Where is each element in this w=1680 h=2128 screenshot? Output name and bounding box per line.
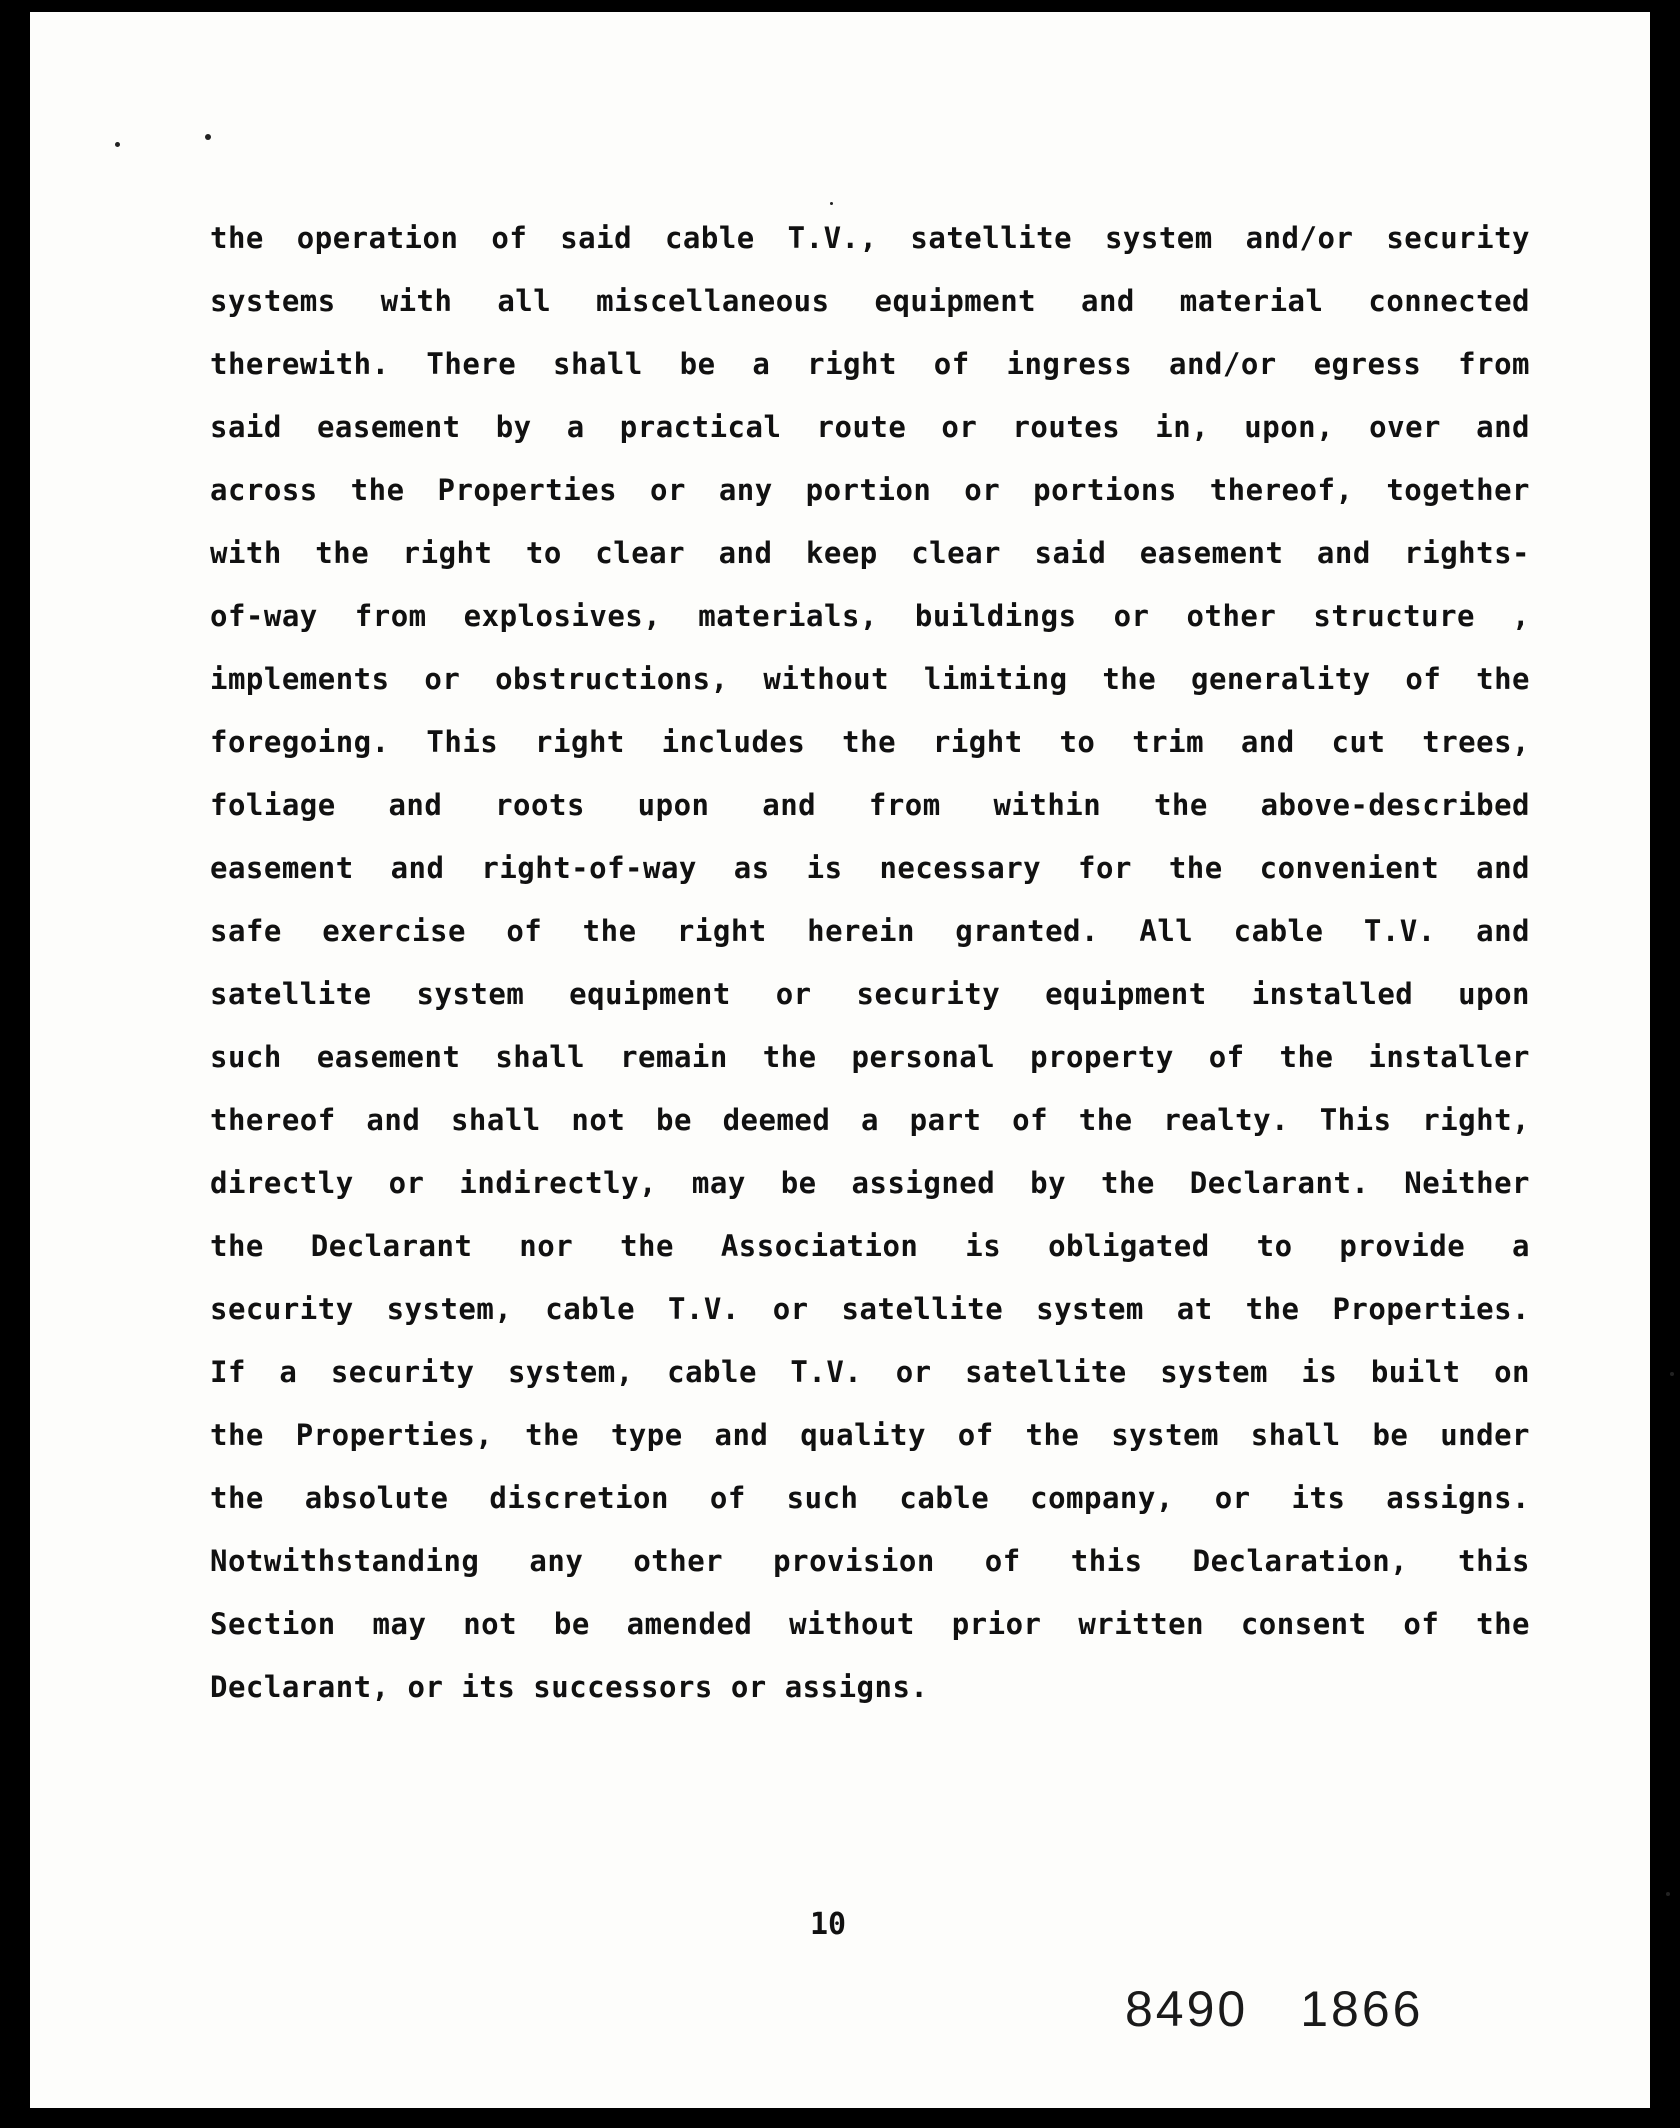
text-line: such easement shall remain the personal property of the installer xyxy=(210,1040,1530,1074)
text-line: If a security system, cable T.V. or satellite system is built on xyxy=(210,1355,1530,1389)
text-line: foliage and roots upon and from within the above-described xyxy=(210,788,1530,822)
scan-speck xyxy=(205,134,211,140)
text-line: the Properties, the type and quality of the system shall be under xyxy=(210,1418,1530,1452)
document-page xyxy=(30,12,1650,2108)
text-line: implements or obstructions, without limiting the generality of the xyxy=(210,662,1530,696)
scan-speck xyxy=(1670,1372,1674,1376)
scan-speck xyxy=(830,202,833,205)
scan-speck xyxy=(1666,1892,1670,1896)
text-line: therewith. There shall be a right of ingress and/or egress from xyxy=(210,347,1530,381)
text-line: thereof and shall not be deemed a part of the realty. This right, xyxy=(210,1103,1530,1137)
page-number: 10 xyxy=(810,1907,847,1942)
text-line: directly or indirectly, may be assigned by the Declarant. Neither xyxy=(210,1166,1530,1200)
text-line: foregoing. This right includes the right to trim and cut trees, xyxy=(210,725,1530,759)
stamp-book-number: 8490 xyxy=(1125,1981,1249,2037)
text-line: the operation of said cable T.V., satellite system and/or security xyxy=(210,221,1530,255)
text-line: security system, cable T.V. or satellite system at the Properties. xyxy=(210,1292,1530,1326)
scan-border-top xyxy=(0,0,1680,12)
text-line: easement and right-of-way as is necessary for the convenient and xyxy=(210,851,1530,885)
body-text xyxy=(210,207,1530,1719)
text-line: Section may not be amended without prior written consent of the xyxy=(210,1607,1530,1641)
text-line: Notwithstanding any other provision of this Declaration, this xyxy=(210,1544,1530,1578)
scan-speck xyxy=(115,142,120,147)
text-line: Declarant, or its successors or assigns. xyxy=(210,1670,929,1704)
text-line: of-way from explosives, materials, buildings or other structure , xyxy=(210,599,1530,633)
text-line: the absolute discretion of such cable company, or its assigns. xyxy=(210,1481,1530,1515)
text-line: with the right to clear and keep clear said easement and rights- xyxy=(210,536,1530,570)
text-line: satellite system equipment or security equipment installed upon xyxy=(210,977,1530,1011)
text-line: systems with all miscellaneous equipment and material connected xyxy=(210,284,1530,318)
stamp-page-number: 1866 xyxy=(1300,1981,1424,2037)
text-line: said easement by a practical route or routes in, upon, over and xyxy=(210,410,1530,444)
recording-stamp xyxy=(1125,1980,1475,2038)
text-line: the Declarant nor the Association is obligated to provide a xyxy=(210,1229,1530,1263)
text-line: safe exercise of the right herein granted. All cable T.V. and xyxy=(210,914,1530,948)
text-line: across the Properties or any portion or portions thereof, together xyxy=(210,473,1530,507)
